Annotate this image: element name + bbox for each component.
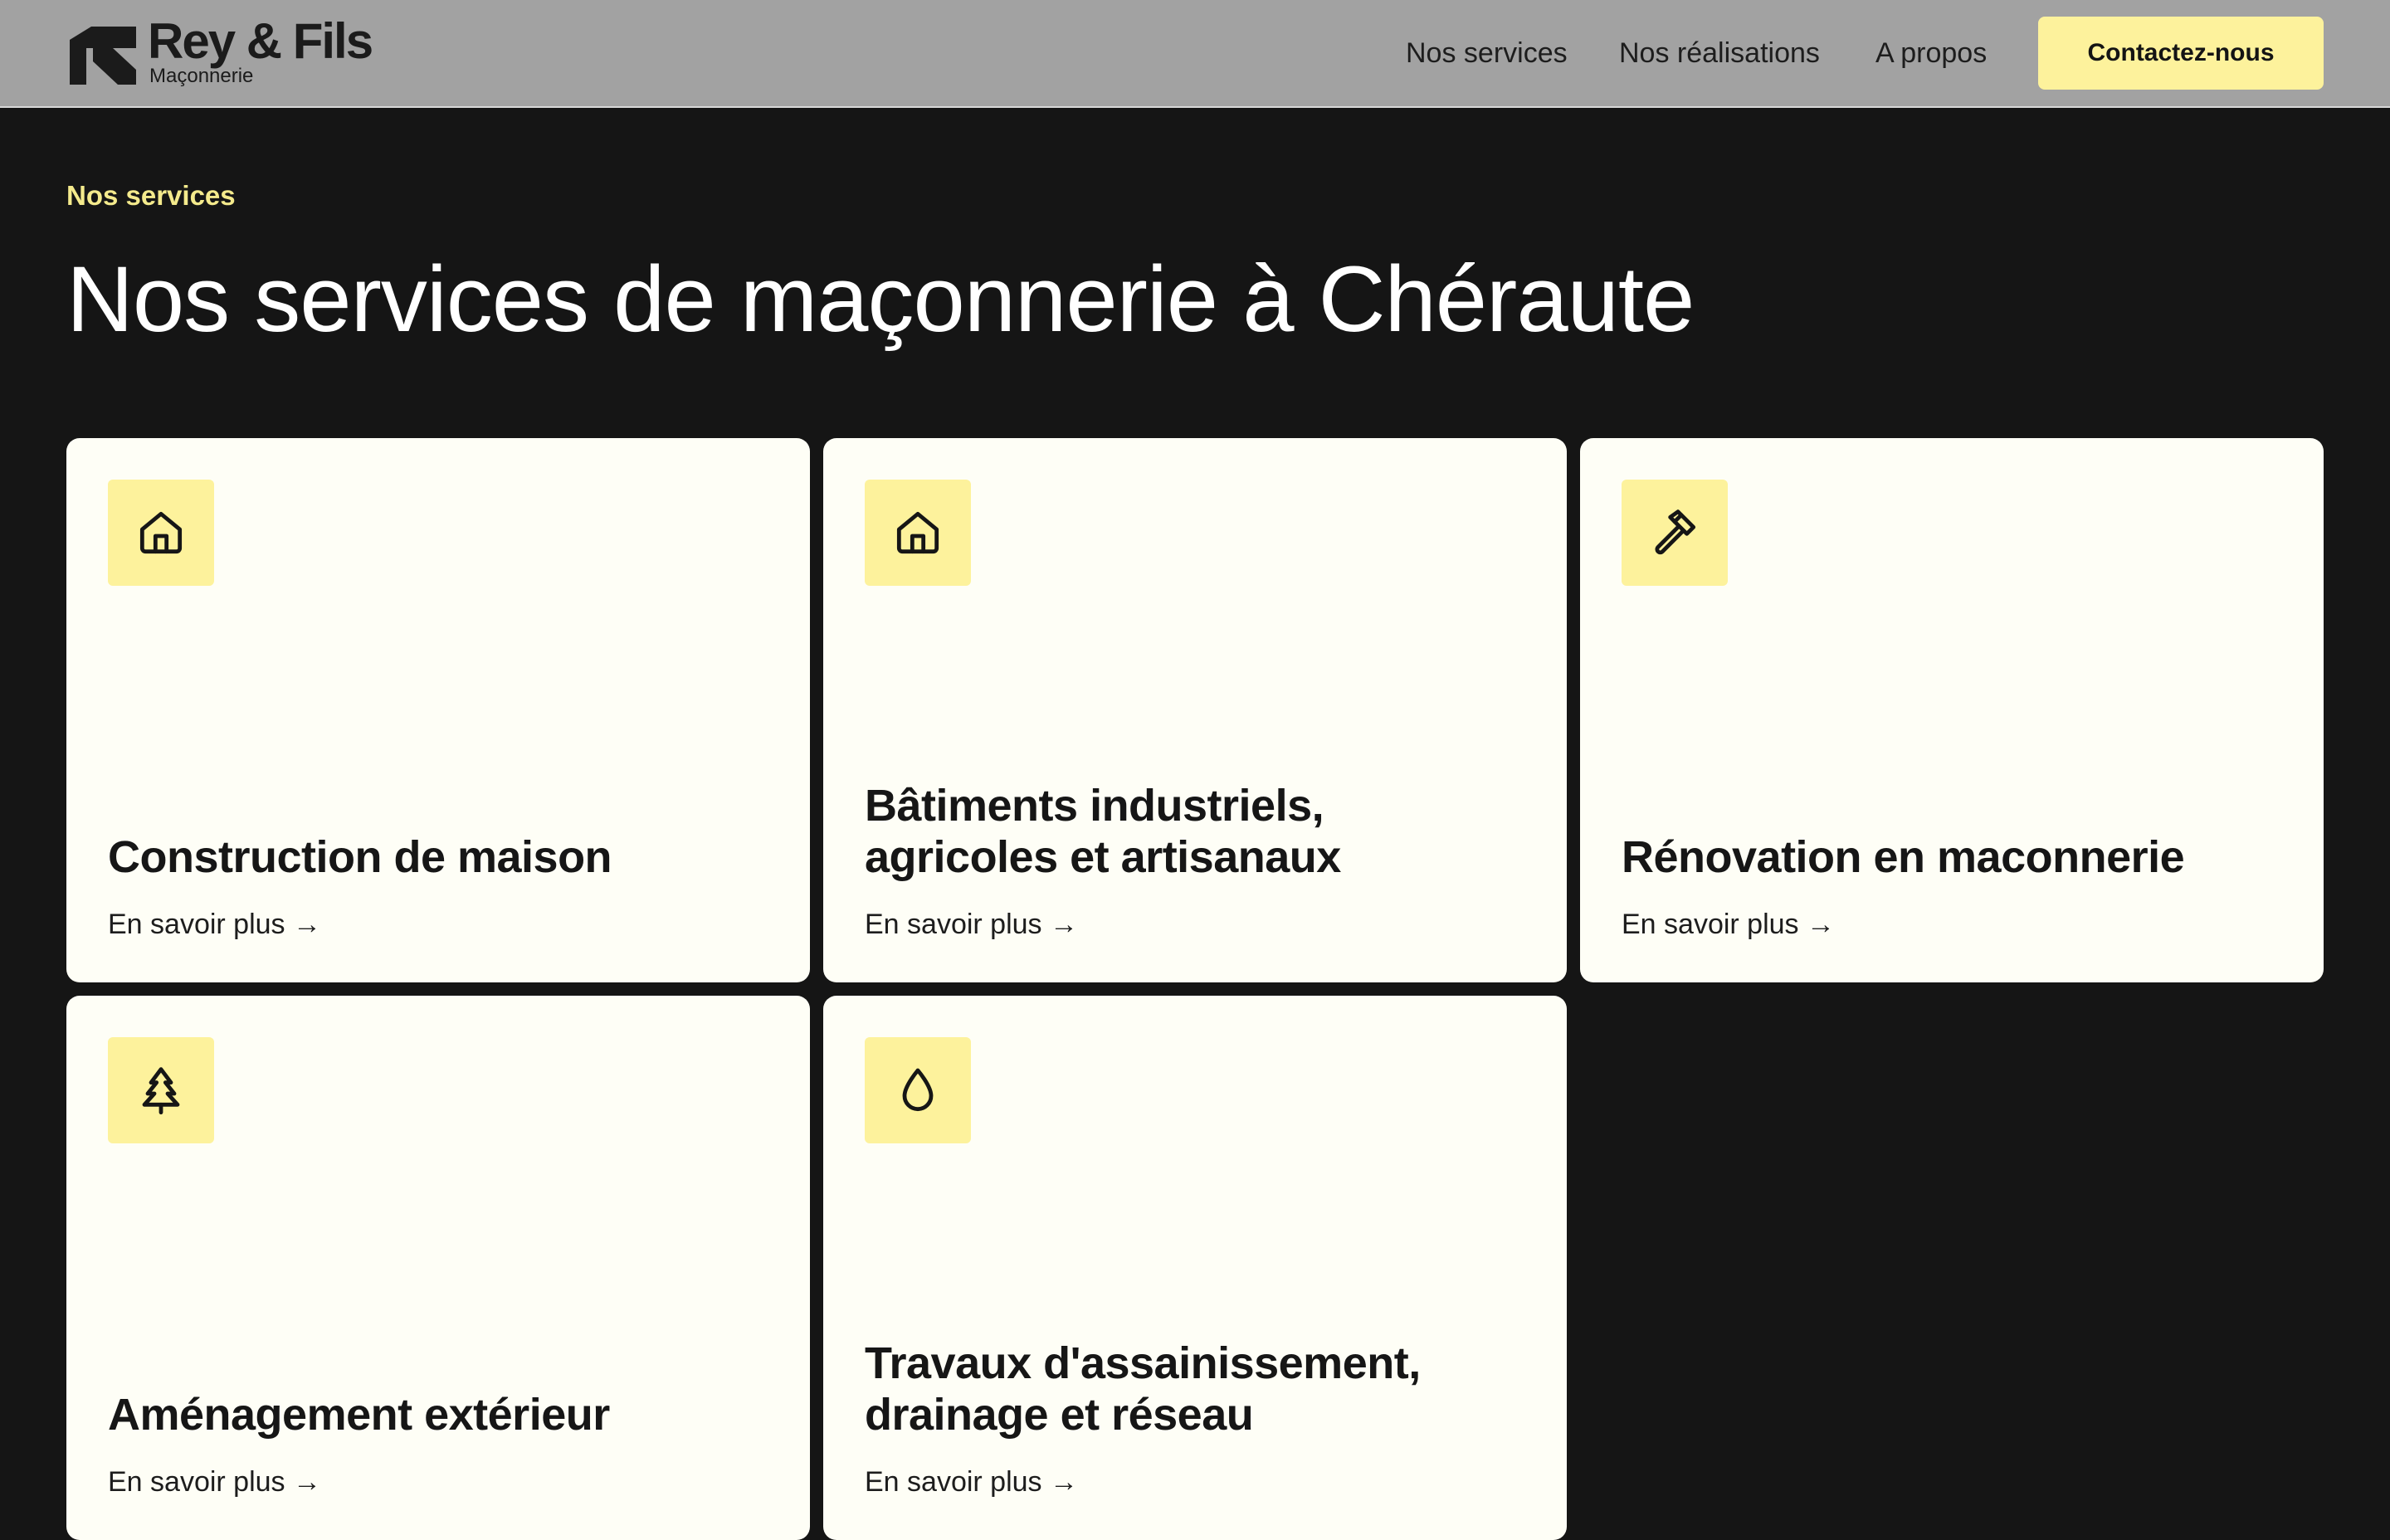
icon-badge (108, 480, 214, 586)
card-title: Bâtiments industriels, agricoles et artisanaux (865, 781, 1341, 882)
service-card-landscaping[interactable] (66, 996, 810, 1540)
page-title: Nos services de maçonnerie à Chéraute (66, 247, 1695, 351)
card-title: Travaux d'assainissement, drainage et réseau (865, 1338, 1421, 1440)
icon-badge (865, 1037, 971, 1143)
service-card-sanitation[interactable] (823, 996, 1567, 1540)
card-title: Rénovation en maconnerie (1622, 832, 2185, 882)
section-eyebrow: Nos services (66, 180, 236, 211)
house-icon (891, 506, 944, 559)
learn-more-link[interactable]: En savoir plus → (865, 909, 1078, 940)
learn-more-link[interactable]: En savoir plus → (108, 909, 321, 940)
card-title: Aménagement extérieur (108, 1390, 610, 1440)
icon-badge (108, 1037, 214, 1143)
contact-button[interactable]: Contactez-nous (2038, 17, 2324, 90)
service-card-industrial-buildings[interactable] (823, 438, 1567, 982)
learn-more-link[interactable]: En savoir plus → (1622, 909, 1835, 940)
drop-icon (891, 1064, 944, 1117)
brand-subtitle: Maçonnerie (149, 65, 254, 87)
nav-about[interactable]: A propos (1875, 37, 1988, 69)
logo-house-icon (66, 23, 139, 86)
brand-name: Rey & Fils (148, 13, 373, 69)
nav-services[interactable]: Nos services (1406, 37, 1568, 69)
learn-more-link[interactable]: En savoir plus → (108, 1466, 321, 1498)
house-icon (134, 506, 188, 559)
icon-badge (865, 480, 971, 586)
site-header (0, 0, 2390, 108)
service-card-construction[interactable] (66, 438, 810, 982)
learn-more-link[interactable]: En savoir plus → (865, 1466, 1078, 1498)
service-card-renovation[interactable] (1580, 438, 2324, 982)
icon-badge (1622, 480, 1728, 586)
card-title: Construction de maison (108, 832, 612, 882)
hammer-icon (1648, 506, 1701, 559)
tree-icon (134, 1064, 188, 1117)
nav-realisations[interactable]: Nos réalisations (1619, 37, 1820, 69)
